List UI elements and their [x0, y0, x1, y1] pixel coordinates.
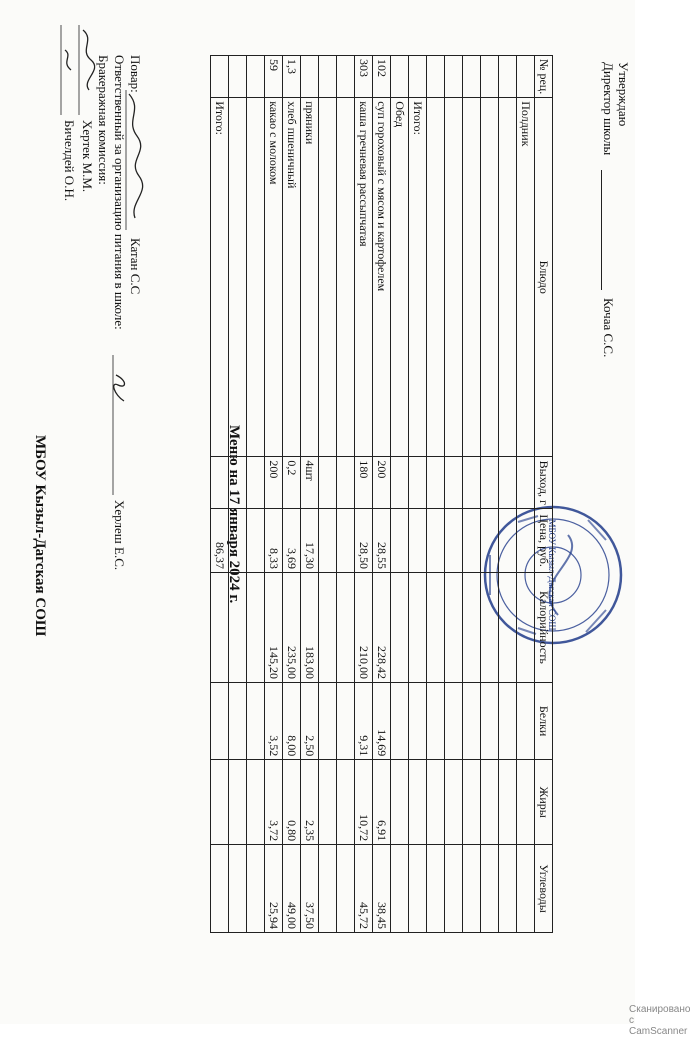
snack-total-row [409, 56, 427, 933]
section-snack-label: Полдник [517, 98, 535, 457]
section-row-lunch [391, 56, 409, 933]
empty-row [337, 56, 355, 933]
col-calories: Калорийность [535, 572, 553, 682]
responsible-name: Херлеш Е.С. [112, 500, 127, 571]
cell-proteins: 2,50 [301, 682, 319, 759]
director-name: Кочаа С.С. [601, 298, 616, 358]
col-proteins: Белки [535, 682, 553, 759]
grand-total-row [211, 56, 229, 933]
cell-fats: 2,35 [301, 760, 319, 845]
cell-calories: 183,00 [301, 572, 319, 682]
empty-row [499, 56, 517, 933]
col-recipe-no: № рец. [535, 56, 553, 98]
menu-table [210, 55, 553, 933]
cell-carbs: 25,94 [265, 845, 283, 933]
cell-weight: 0,2 [283, 457, 301, 509]
empty-row [445, 56, 463, 933]
section-lunch-label: Обед [391, 98, 409, 457]
cell-carbs: 37,50 [301, 845, 319, 933]
cell-carbs: 49,00 [283, 845, 301, 933]
grand-total-price: 86,37 [211, 509, 229, 573]
commission-label: Бракеражная комиссия: [96, 55, 111, 185]
table-row [301, 56, 319, 933]
cell-carbs: 38,45 [373, 845, 391, 933]
cook-label: Повар: [128, 55, 143, 93]
responsible-label: Ответственный за организацию питания в школе: [112, 55, 127, 330]
table-row [265, 56, 283, 933]
cell-carbs: 45,72 [355, 845, 373, 933]
cell-price: 3,69 [283, 509, 301, 573]
cell-dish: каша гречневая рассыпчатая [355, 98, 373, 457]
col-weight: Выход, г [535, 457, 553, 509]
director-label: Директор школы [601, 62, 616, 156]
cell-weight: 200 [373, 457, 391, 509]
cell-dish: какао с молоком [265, 98, 283, 457]
cell-fats: 10,72 [355, 760, 373, 845]
table-row [355, 56, 373, 933]
scanner-watermark: Сканировано с CamScanner [629, 1004, 690, 1037]
cell-calories: 210,00 [355, 572, 373, 682]
commission-member-2: Бичелдей О.Н. [62, 120, 77, 202]
director-signature-line [601, 170, 602, 290]
cell-recipe: 102 [373, 56, 391, 98]
col-price: Цена, руб. [535, 509, 553, 573]
commission-member-1: Хертек М.М. [80, 120, 95, 193]
cell-calories: 235,00 [283, 572, 301, 682]
empty-row [463, 56, 481, 933]
cook-name: Катан С.С [128, 238, 143, 295]
cell-proteins: 3,52 [265, 682, 283, 759]
grand-total-label: Итого: [211, 98, 229, 457]
cell-weight: 180 [355, 457, 373, 509]
section-row-snack [517, 56, 535, 933]
snack-total-label: Итого: [409, 98, 427, 457]
cell-proteins: 9,31 [355, 682, 373, 759]
cell-price: 28,55 [373, 509, 391, 573]
col-fats: Жиры [535, 760, 553, 845]
cell-fats: 6,91 [373, 760, 391, 845]
cell-dish: суп гороховый с мясом и картофелем [373, 98, 391, 457]
menu-date: Меню на 17 января 2024 г. [226, 425, 242, 604]
school-title: МБОУ Кызыл-Дагская СОШ [32, 435, 48, 637]
cell-price: 17,30 [301, 509, 319, 573]
table-row [373, 56, 391, 933]
cell-weight: 200 [265, 457, 283, 509]
commission-signatures [57, 20, 97, 120]
empty-row [427, 56, 445, 933]
empty-row [247, 56, 265, 933]
cell-fats: 3,72 [265, 760, 283, 845]
cell-weight: 4шт [301, 457, 319, 509]
col-dish: Блюдо [535, 98, 553, 457]
cell-dish: хлеб пшеничный [283, 98, 301, 457]
approve-label: Утверждаю [616, 62, 631, 127]
cell-recipe: 303 [355, 56, 373, 98]
cell-recipe: 1,3 [283, 56, 301, 98]
empty-row [319, 56, 337, 933]
cell-recipe [301, 56, 319, 98]
cell-calories: 228,42 [373, 572, 391, 682]
cell-fats: 0,80 [283, 760, 301, 845]
empty-row [229, 56, 247, 933]
cell-proteins: 14,69 [373, 682, 391, 759]
stamp-center-text: МБОУ Кызыл-Дагская СОШ [547, 519, 557, 631]
cell-price: 8,33 [265, 509, 283, 573]
cell-dish: пряники [301, 98, 319, 457]
cell-price: 28,50 [355, 509, 373, 573]
cell-proteins: 8,00 [283, 682, 301, 759]
col-carbs: Углеводы [535, 845, 553, 933]
table-row [283, 56, 301, 933]
cell-recipe: 59 [265, 56, 283, 98]
responsible-signature [110, 355, 130, 495]
cell-calories: 145,20 [265, 572, 283, 682]
table-header-row [535, 56, 553, 933]
empty-row [481, 56, 499, 933]
